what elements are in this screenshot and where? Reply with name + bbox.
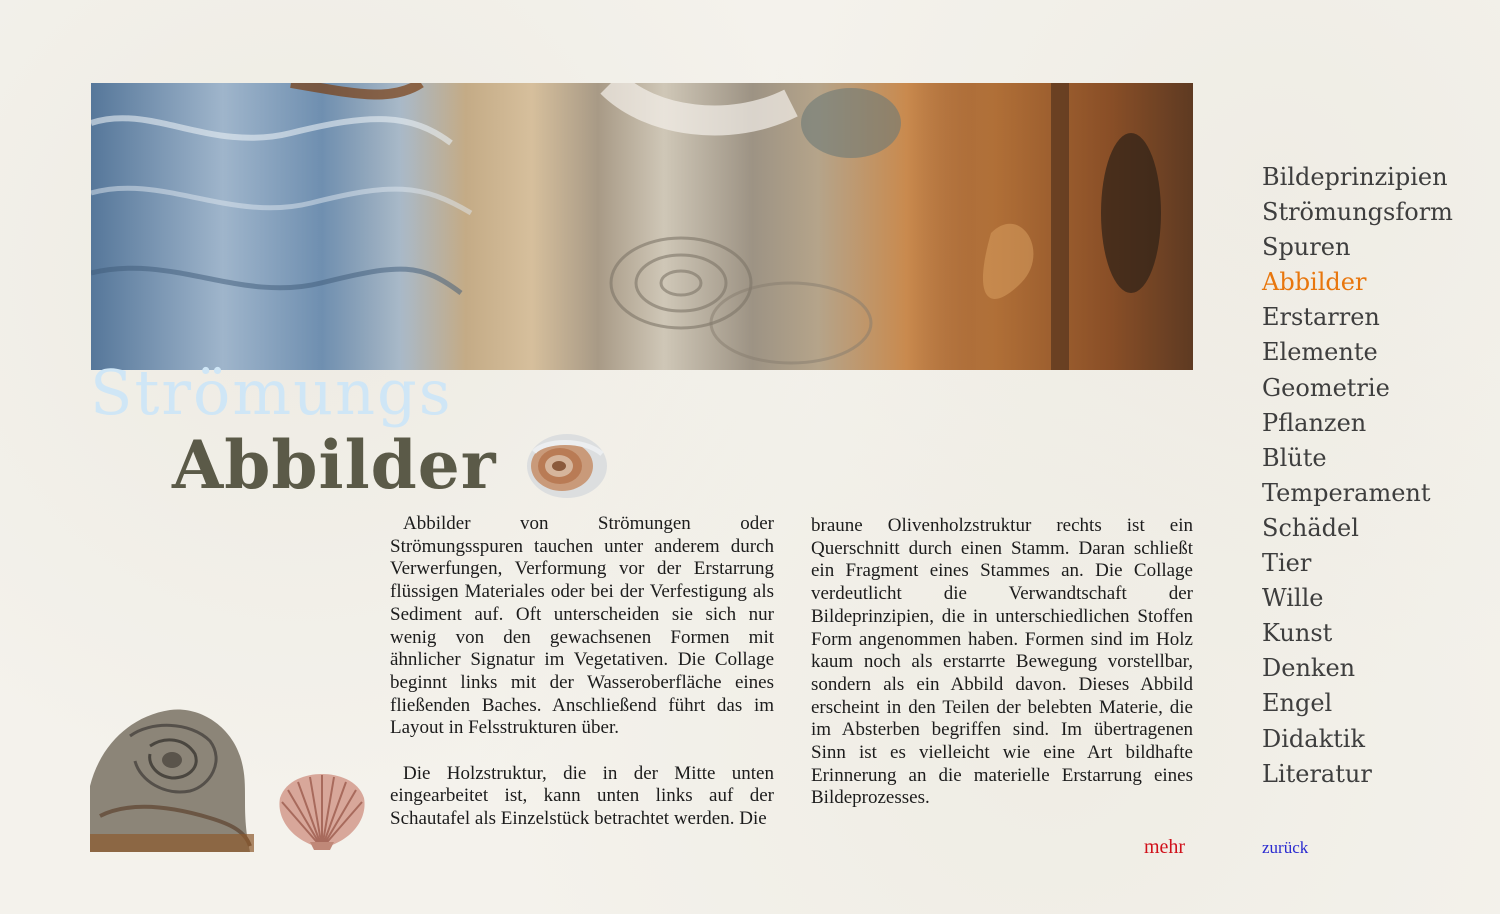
nav-item-elemente[interactable]: Elemente bbox=[1262, 338, 1378, 367]
nav-item-schadel[interactable]: Schädel bbox=[1262, 513, 1359, 542]
nav-item-stromungsform[interactable]: Strömungsform bbox=[1262, 198, 1453, 227]
nav-item-spuren[interactable]: Spuren bbox=[1262, 233, 1351, 262]
back-link[interactable]: zurück bbox=[1262, 838, 1309, 857]
chapter-navigation bbox=[1262, 160, 1492, 792]
nav-item-pflanzen[interactable]: Pflanzen bbox=[1262, 408, 1367, 437]
nav-item-blute[interactable]: Blüte bbox=[1262, 443, 1327, 472]
page-title: Abbilder bbox=[172, 426, 497, 504]
nav-item-kunst[interactable]: Kunst bbox=[1262, 619, 1333, 648]
article-paragraph-2: Die Holzstruktur, die in der Mitte unten eingearbeitet ist, kann unten links auf der Schautafel als Einzelstück betrachtet werden. Die bbox=[390, 762, 774, 830]
wood-piece-image bbox=[90, 706, 254, 852]
article-column-right bbox=[811, 515, 1193, 810]
nav-item-engel[interactable]: Engel bbox=[1262, 689, 1333, 718]
nav-item-bildeprinzipien[interactable]: Bildeprinzipien bbox=[1262, 163, 1448, 191]
nav-item-geometrie[interactable]: Geometrie bbox=[1262, 373, 1390, 402]
banner-collage-image bbox=[91, 83, 1193, 370]
faded-section-title: Strömungs bbox=[90, 356, 453, 429]
article-column-left bbox=[390, 513, 774, 831]
more-link[interactable]: mehr bbox=[1144, 836, 1186, 858]
nav-item-abbilder[interactable]: Abbilder bbox=[1262, 268, 1367, 297]
snail-shell-image bbox=[524, 432, 610, 500]
nav-item-didaktik[interactable]: Didaktik bbox=[1262, 724, 1365, 753]
article-paragraph-1: Abbilder von Strömungen oder Strömungsspuren tauchen unter anderem durch Verwerfungen, Verformung vor der Erstarrung flüssigen Materiales oder bei der Verfestigung als Sediment auf. Oft unterscheiden sie sich nur wenig von den gewachsenen Formen mit ähnlicher Signatur im Vegetativen. Die Collage beginnt links mit der Wasseroberfläche eines fließenden Baches. Anschließend führt das im Layout in Felsstrukturen über. bbox=[390, 513, 774, 739]
nav-item-erstarren[interactable]: Erstarren bbox=[1262, 303, 1380, 332]
nav-item-temperament[interactable]: Temperament bbox=[1262, 478, 1431, 507]
nav-item-denken[interactable]: Denken bbox=[1262, 654, 1356, 683]
nav-item-tier[interactable]: Tier bbox=[1262, 549, 1312, 578]
nav-item-literatur[interactable]: Literatur bbox=[1262, 759, 1372, 788]
article-paragraph-3: braune Olivenholzstruktur rechts ist ein Querschnitt durch einen Stamm. Daran schließt ein Fragment eines Stammes an. Die Collage verdeutlicht die Verwandtschaft der Bildeprinzipien, die in unterschiedlichen Stoffen Form angenommen haben. Formen sind im Holz kaum noch als erstarrte Bewegung vorstellbar, sondern als ein Abbild davon. Dieses Abbild erscheint in den Teilen der belebten Materie, die im Absterben begriffen sind. Im übertragenen Sinn ist es vielleicht wie eine Art bildhafte Erinnerung an die materielle Erstarrung eines Bildeprozesses. bbox=[811, 515, 1193, 809]
nav-item-wille[interactable]: Wille bbox=[1262, 584, 1324, 613]
scallop-shell-image bbox=[274, 772, 370, 850]
